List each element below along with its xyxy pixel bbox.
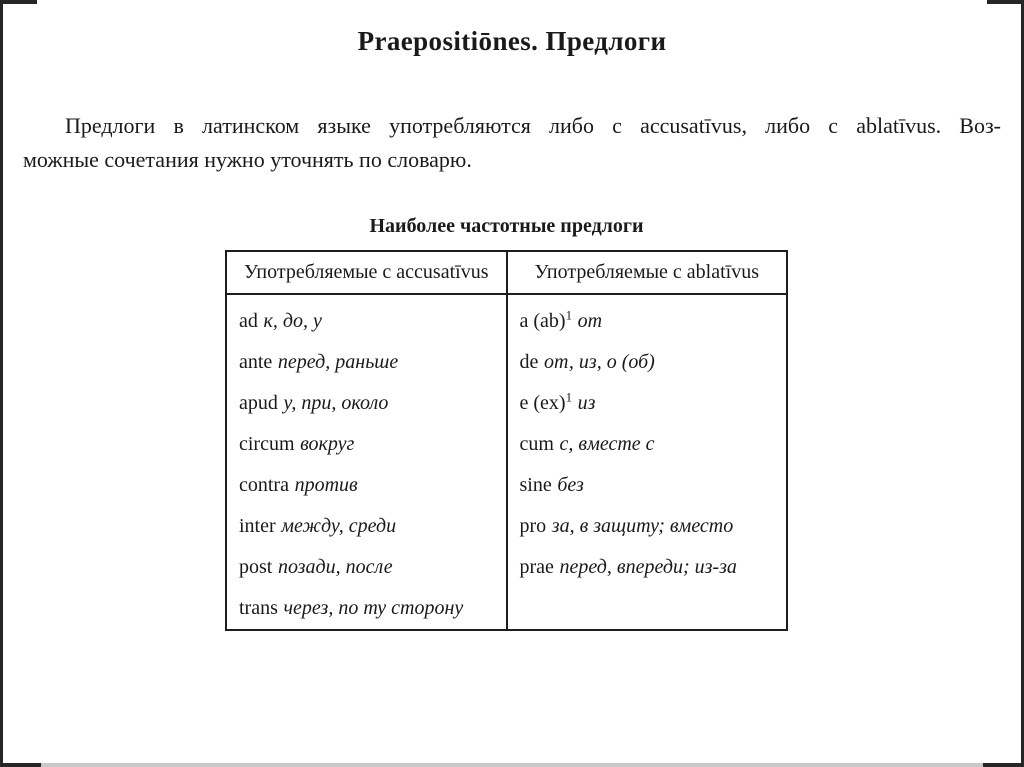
- accusativus-cell: [226, 424, 507, 465]
- ablativus-cell: [507, 547, 788, 588]
- russian-translation: с, вместе с: [559, 433, 655, 456]
- table-header-row: [226, 251, 787, 294]
- russian-translation: от, из, о (об): [543, 351, 655, 374]
- russian-translation: у, при, около: [283, 392, 389, 415]
- latin-term: trans: [239, 597, 278, 620]
- table-row: [226, 294, 787, 342]
- table-row: [226, 342, 787, 383]
- prepositions-table: [225, 250, 788, 631]
- latin-term: de: [519, 351, 539, 374]
- ablativus-cell: [507, 506, 788, 547]
- accusativus-cell: [226, 342, 507, 383]
- footnote-marker: 1: [565, 307, 573, 323]
- table-row: [226, 465, 787, 506]
- latin-term: pro: [519, 515, 547, 538]
- latin-term: ante: [239, 351, 273, 374]
- russian-translation: против: [294, 474, 358, 497]
- table-caption: Наиболее частотные предлоги: [369, 215, 644, 238]
- russian-translation: из: [577, 392, 596, 415]
- russian-translation: вокруг: [300, 433, 355, 456]
- accusativus-cell: [226, 588, 507, 630]
- table-row: [226, 424, 787, 465]
- russian-translation: к, до, у: [263, 310, 322, 333]
- russian-translation: перед, раньше: [277, 351, 399, 374]
- latin-term: prae: [519, 556, 554, 579]
- table-header: [226, 251, 787, 294]
- latin-term: post: [239, 556, 273, 579]
- latin-term: contra: [239, 474, 289, 497]
- header-ablativus: Употребляемые с ablatīvus: [507, 251, 788, 294]
- russian-translation: между, среди: [281, 515, 397, 538]
- latin-term: circum: [239, 433, 295, 456]
- accusativus-cell: [226, 506, 507, 547]
- latin-term: a (ab): [519, 310, 566, 333]
- table-row: [226, 383, 787, 424]
- table-body: [226, 294, 787, 630]
- latin-term: sine: [519, 474, 552, 497]
- table-row: [226, 588, 787, 630]
- russian-translation: перед, впереди; из-за: [559, 556, 737, 579]
- latin-term: e (ex): [519, 392, 566, 415]
- latin-term: ad: [239, 310, 258, 333]
- ablativus-cell: [507, 342, 788, 383]
- paragraph-line-2: можные сочетания нужно уточнять по словарю.: [23, 147, 472, 173]
- ablativus-cell: [507, 588, 788, 630]
- latin-term: apud: [239, 392, 278, 415]
- ablativus-cell: [507, 383, 788, 424]
- accusativus-cell: [226, 294, 507, 342]
- paragraph-line-1: Предлоги в латинском языке употребляются либо с accusatīvus, либо с ablatīvus. Воз-: [65, 113, 1001, 138]
- footnote-marker: 1: [565, 389, 573, 405]
- table-row: [226, 547, 787, 588]
- ablativus-cell: [507, 465, 788, 506]
- page-title: Praepositiōnes. Предлоги: [357, 26, 667, 56]
- russian-translation: от: [577, 310, 603, 333]
- intro-paragraph: [23, 109, 1001, 177]
- accusativus-cell: [226, 383, 507, 424]
- russian-translation: без: [557, 474, 584, 497]
- table-row: [226, 506, 787, 547]
- ablativus-cell: [507, 424, 788, 465]
- ablativus-cell: [507, 294, 788, 342]
- russian-translation: позади, после: [277, 556, 393, 579]
- accusativus-cell: [226, 547, 507, 588]
- latin-term: cum: [519, 433, 554, 456]
- accusativus-cell: [226, 465, 507, 506]
- header-accusativus: Употребляемые с accusatīvus: [226, 251, 507, 294]
- russian-translation: через, по ту сторону: [283, 597, 464, 620]
- russian-translation: за, в защиту; вместо: [551, 515, 734, 538]
- latin-term: inter: [239, 515, 276, 538]
